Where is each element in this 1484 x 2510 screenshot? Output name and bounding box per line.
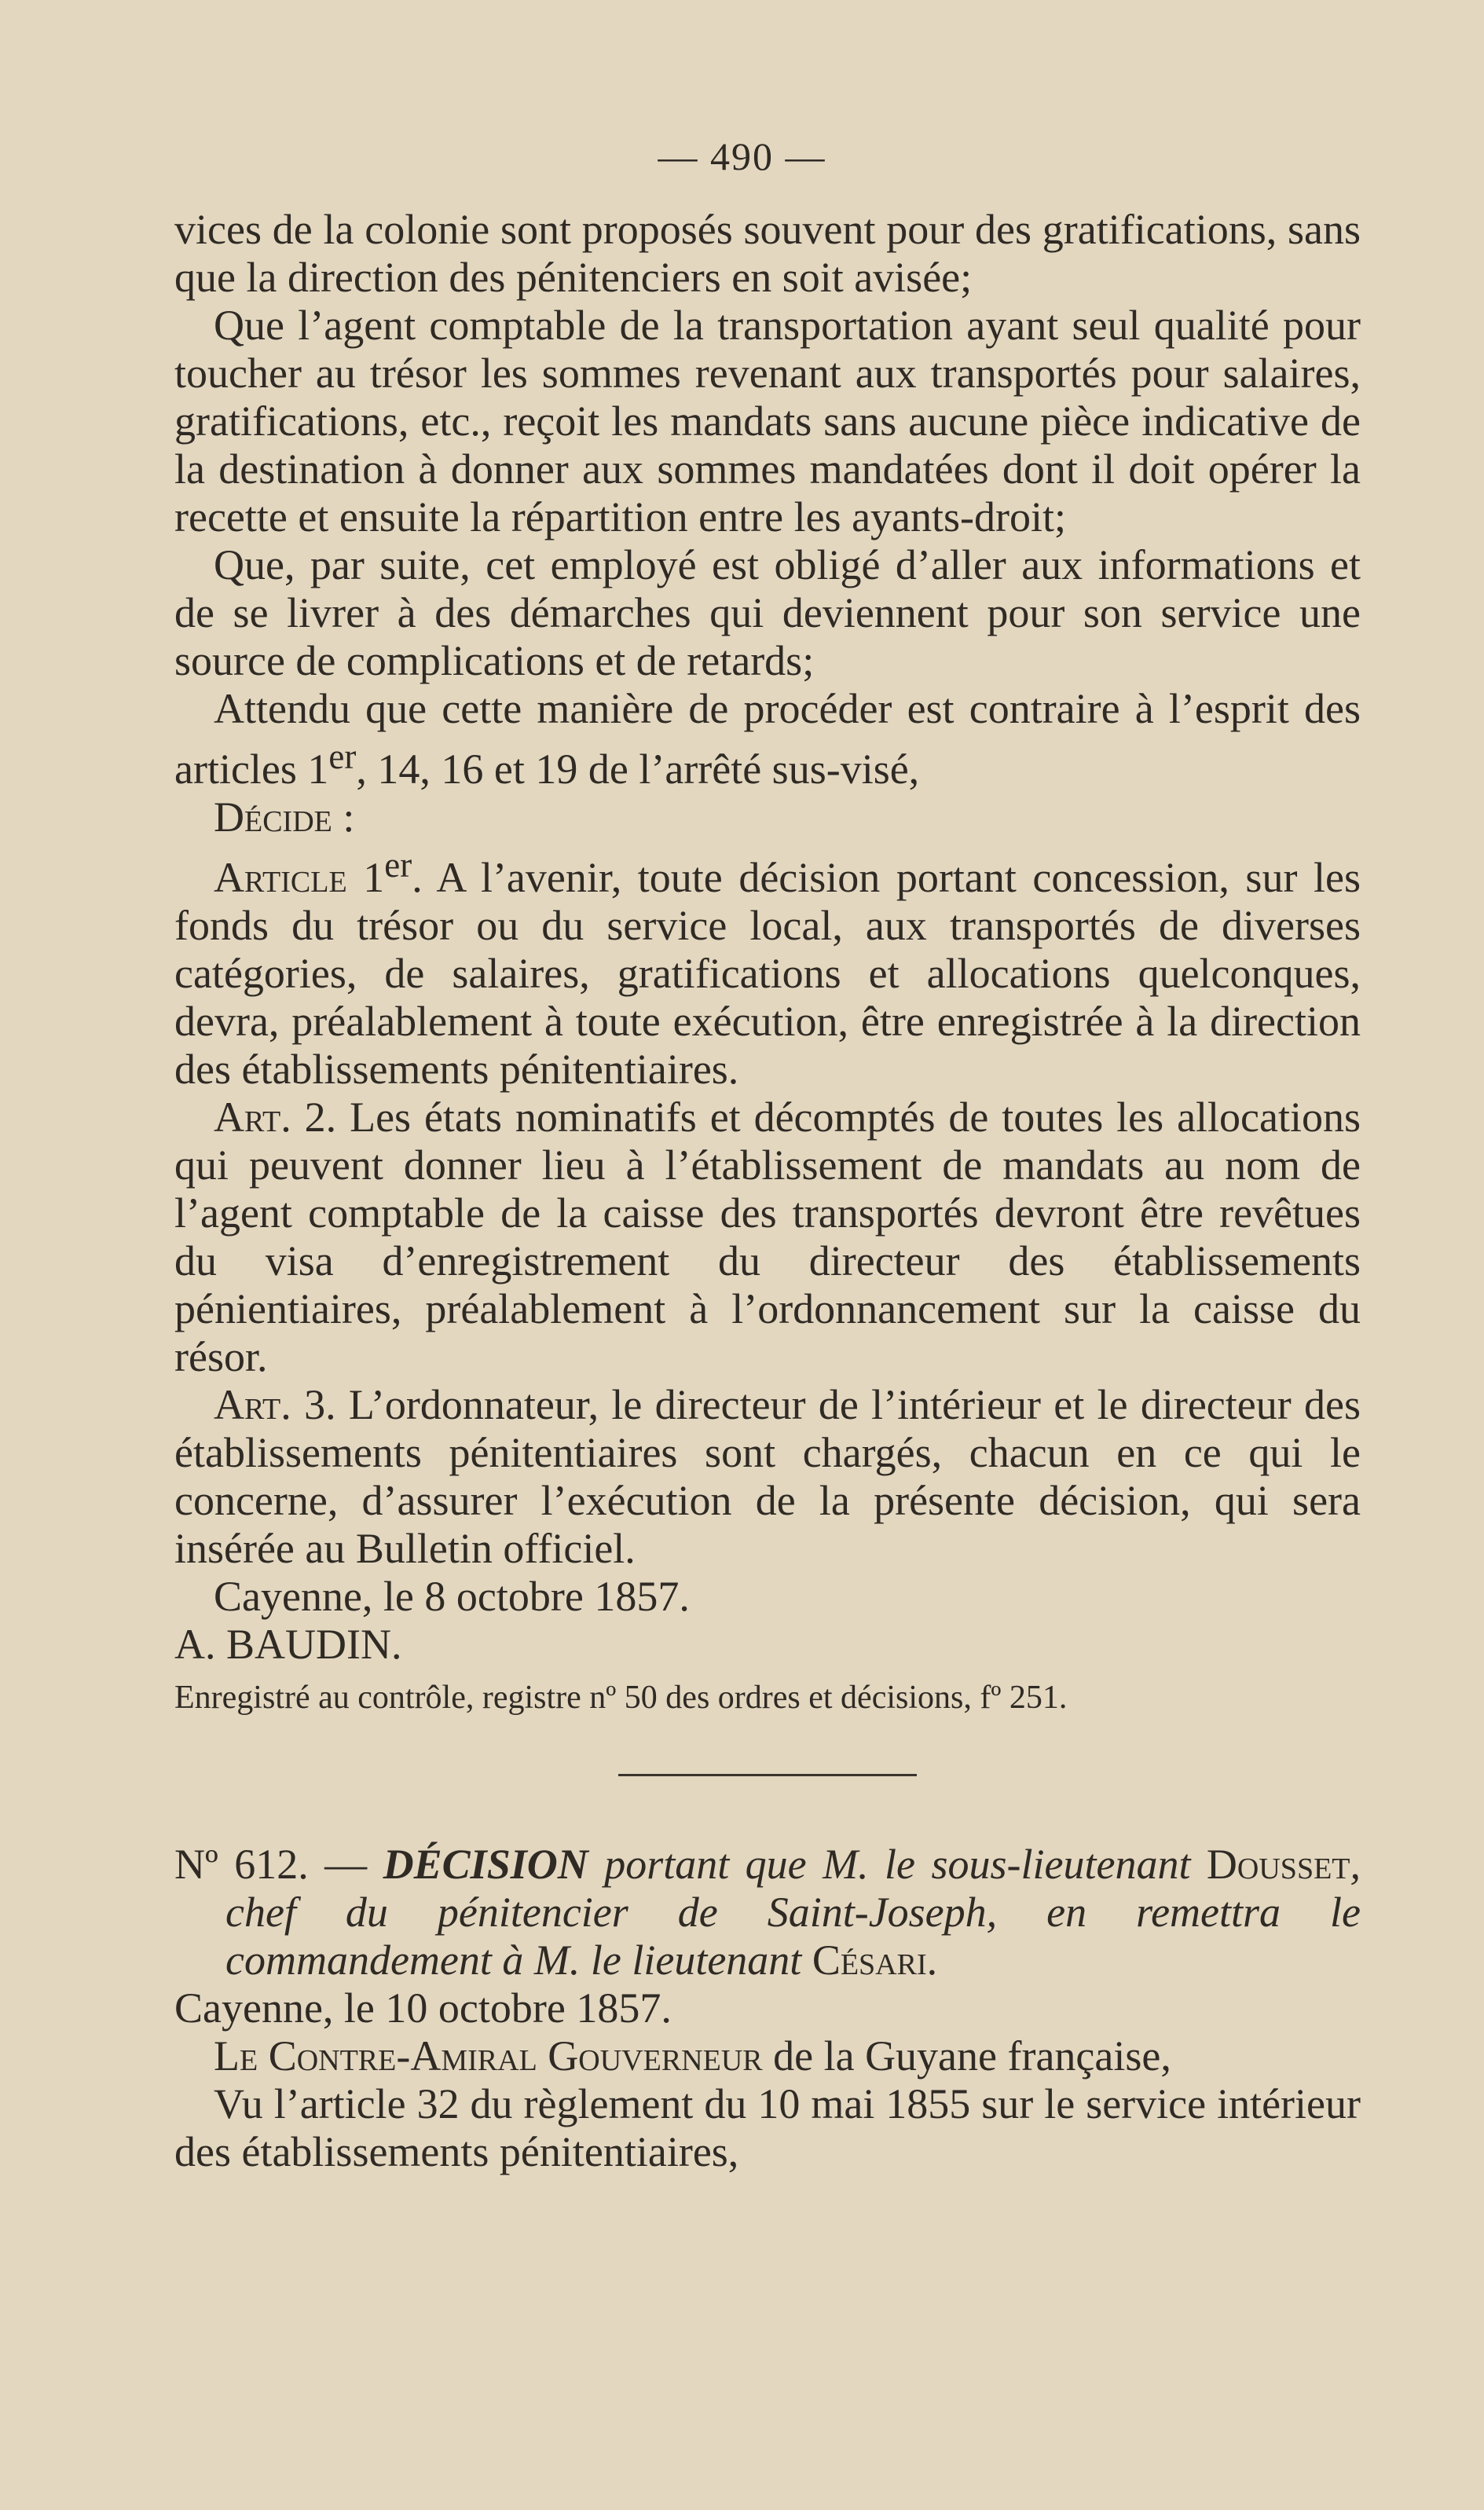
registration-note: Enregistré au contrôle, registre nº 50 des ordres et décisions, fº 251. — [174, 1680, 1068, 1716]
decision-title-end: . — [926, 1937, 938, 1984]
article-1-text: . A l’avenir, toute décision portant concession, sur les fonds du trésor ou du service local, aux transportés de diverses catégories, de salaires, gratifications et allocations quelconques, devra, préalablement à toute exécution, être enregistrée à la direction des établissements pénitentiaires. — [174, 854, 1361, 1093]
authority-line — [174, 2032, 1361, 2080]
paragraph-continuation: vices de la colonie sont proposés souvent pour des gratifications, sans que la direction des pénitenciers en soit avisée; — [174, 206, 1361, 301]
signature: A. BAUDIN. — [174, 1621, 402, 1668]
vu-paragraph: Vu l’article 32 du règlement du 10 mai 1855 sur le service intérieur des établissements pénitentiaires, — [174, 2080, 1361, 2175]
paragraph-attendu — [174, 685, 1361, 793]
decision-title-b: , chef du pénitencier de Saint-Joseph, en remettra le commandement à M. le lieutenant — [225, 1841, 1361, 1984]
decide-heading: Décide : — [214, 793, 355, 841]
paragraph-agent-comptable: Que l’agent comptable de la transportation ayant seul qualité pour toucher au trésor les sommes revenant aux transportés pour salaires, gratifications, etc., reçoit les mandats sans aucune pièce indicative de la destination à donner aux sommes mandatées dont il doit opérer la recette et ensuite la répartition entre les ayants-droit; — [174, 302, 1361, 540]
decision-612-heading — [174, 1841, 1361, 1984]
name-cesari: Césari — [812, 1937, 927, 1984]
article-3-label: Art. 3. — [214, 1381, 336, 1428]
decision-612-date: Cayenne, le 10 octobre 1857. — [174, 1984, 672, 2032]
decision-word: DÉCISION — [383, 1841, 588, 1888]
page-number: — 490 — — [658, 134, 826, 178]
attendu-text-a: Attendu que cette manière de procéder est contraire à l’esprit des articles 1 — [174, 685, 1361, 793]
decision-number: Nº 612. — — [174, 1841, 383, 1888]
attendu-sup: er — [328, 737, 357, 776]
article-1-sup: er — [384, 845, 412, 885]
article-2-label: Art. 2. — [214, 1094, 337, 1141]
place-date: Cayenne, le 8 octobre 1857. — [214, 1573, 690, 1620]
attendu-text-b: , 14, 16 et 19 de l’arrêté sus-visé, — [356, 746, 920, 793]
section-divider — [618, 1774, 917, 1776]
article-3-text: L’ordonnateur, le directeur de l’intérieur et le directeur des établissements pénitentiaires sont chargés, chacun en ce qui le concerne, d’assurer l’exécution de la présente décision, qui sera insérée au Bulletin officiel. — [174, 1381, 1361, 1572]
name-dousset: Dousset — [1206, 1841, 1350, 1888]
article-3 — [174, 1381, 1361, 1573]
document-body — [174, 206, 1361, 2176]
article-1 — [174, 841, 1361, 1094]
authority-title: Le Contre-Amiral Gouverneur — [214, 2032, 763, 2079]
decision-title-a: portant que M. le sous-lieutenant — [588, 1841, 1207, 1888]
article-2 — [174, 1094, 1361, 1381]
article-2-text: Les états nominatifs et décomptés de toutes les allocations qui peuvent donner lieu à l’établissement de mandats au nom de l’agent comptable de la caisse des transportés devront être revêtues du visa d’enregistrement du directeur des établissements pénientiaires, préalablement à l’ordonnancement sur la caisse du résor. — [174, 1094, 1361, 1380]
authority-rest: de la Guyane française, — [762, 2032, 1171, 2079]
article-1-label: Article 1 — [214, 854, 385, 901]
paragraph-employe: Que, par suite, cet employé est obligé d’aller aux informations et de se livrer à des démarches qui deviennent pour son service une source de complications et de retards; — [174, 541, 1361, 684]
